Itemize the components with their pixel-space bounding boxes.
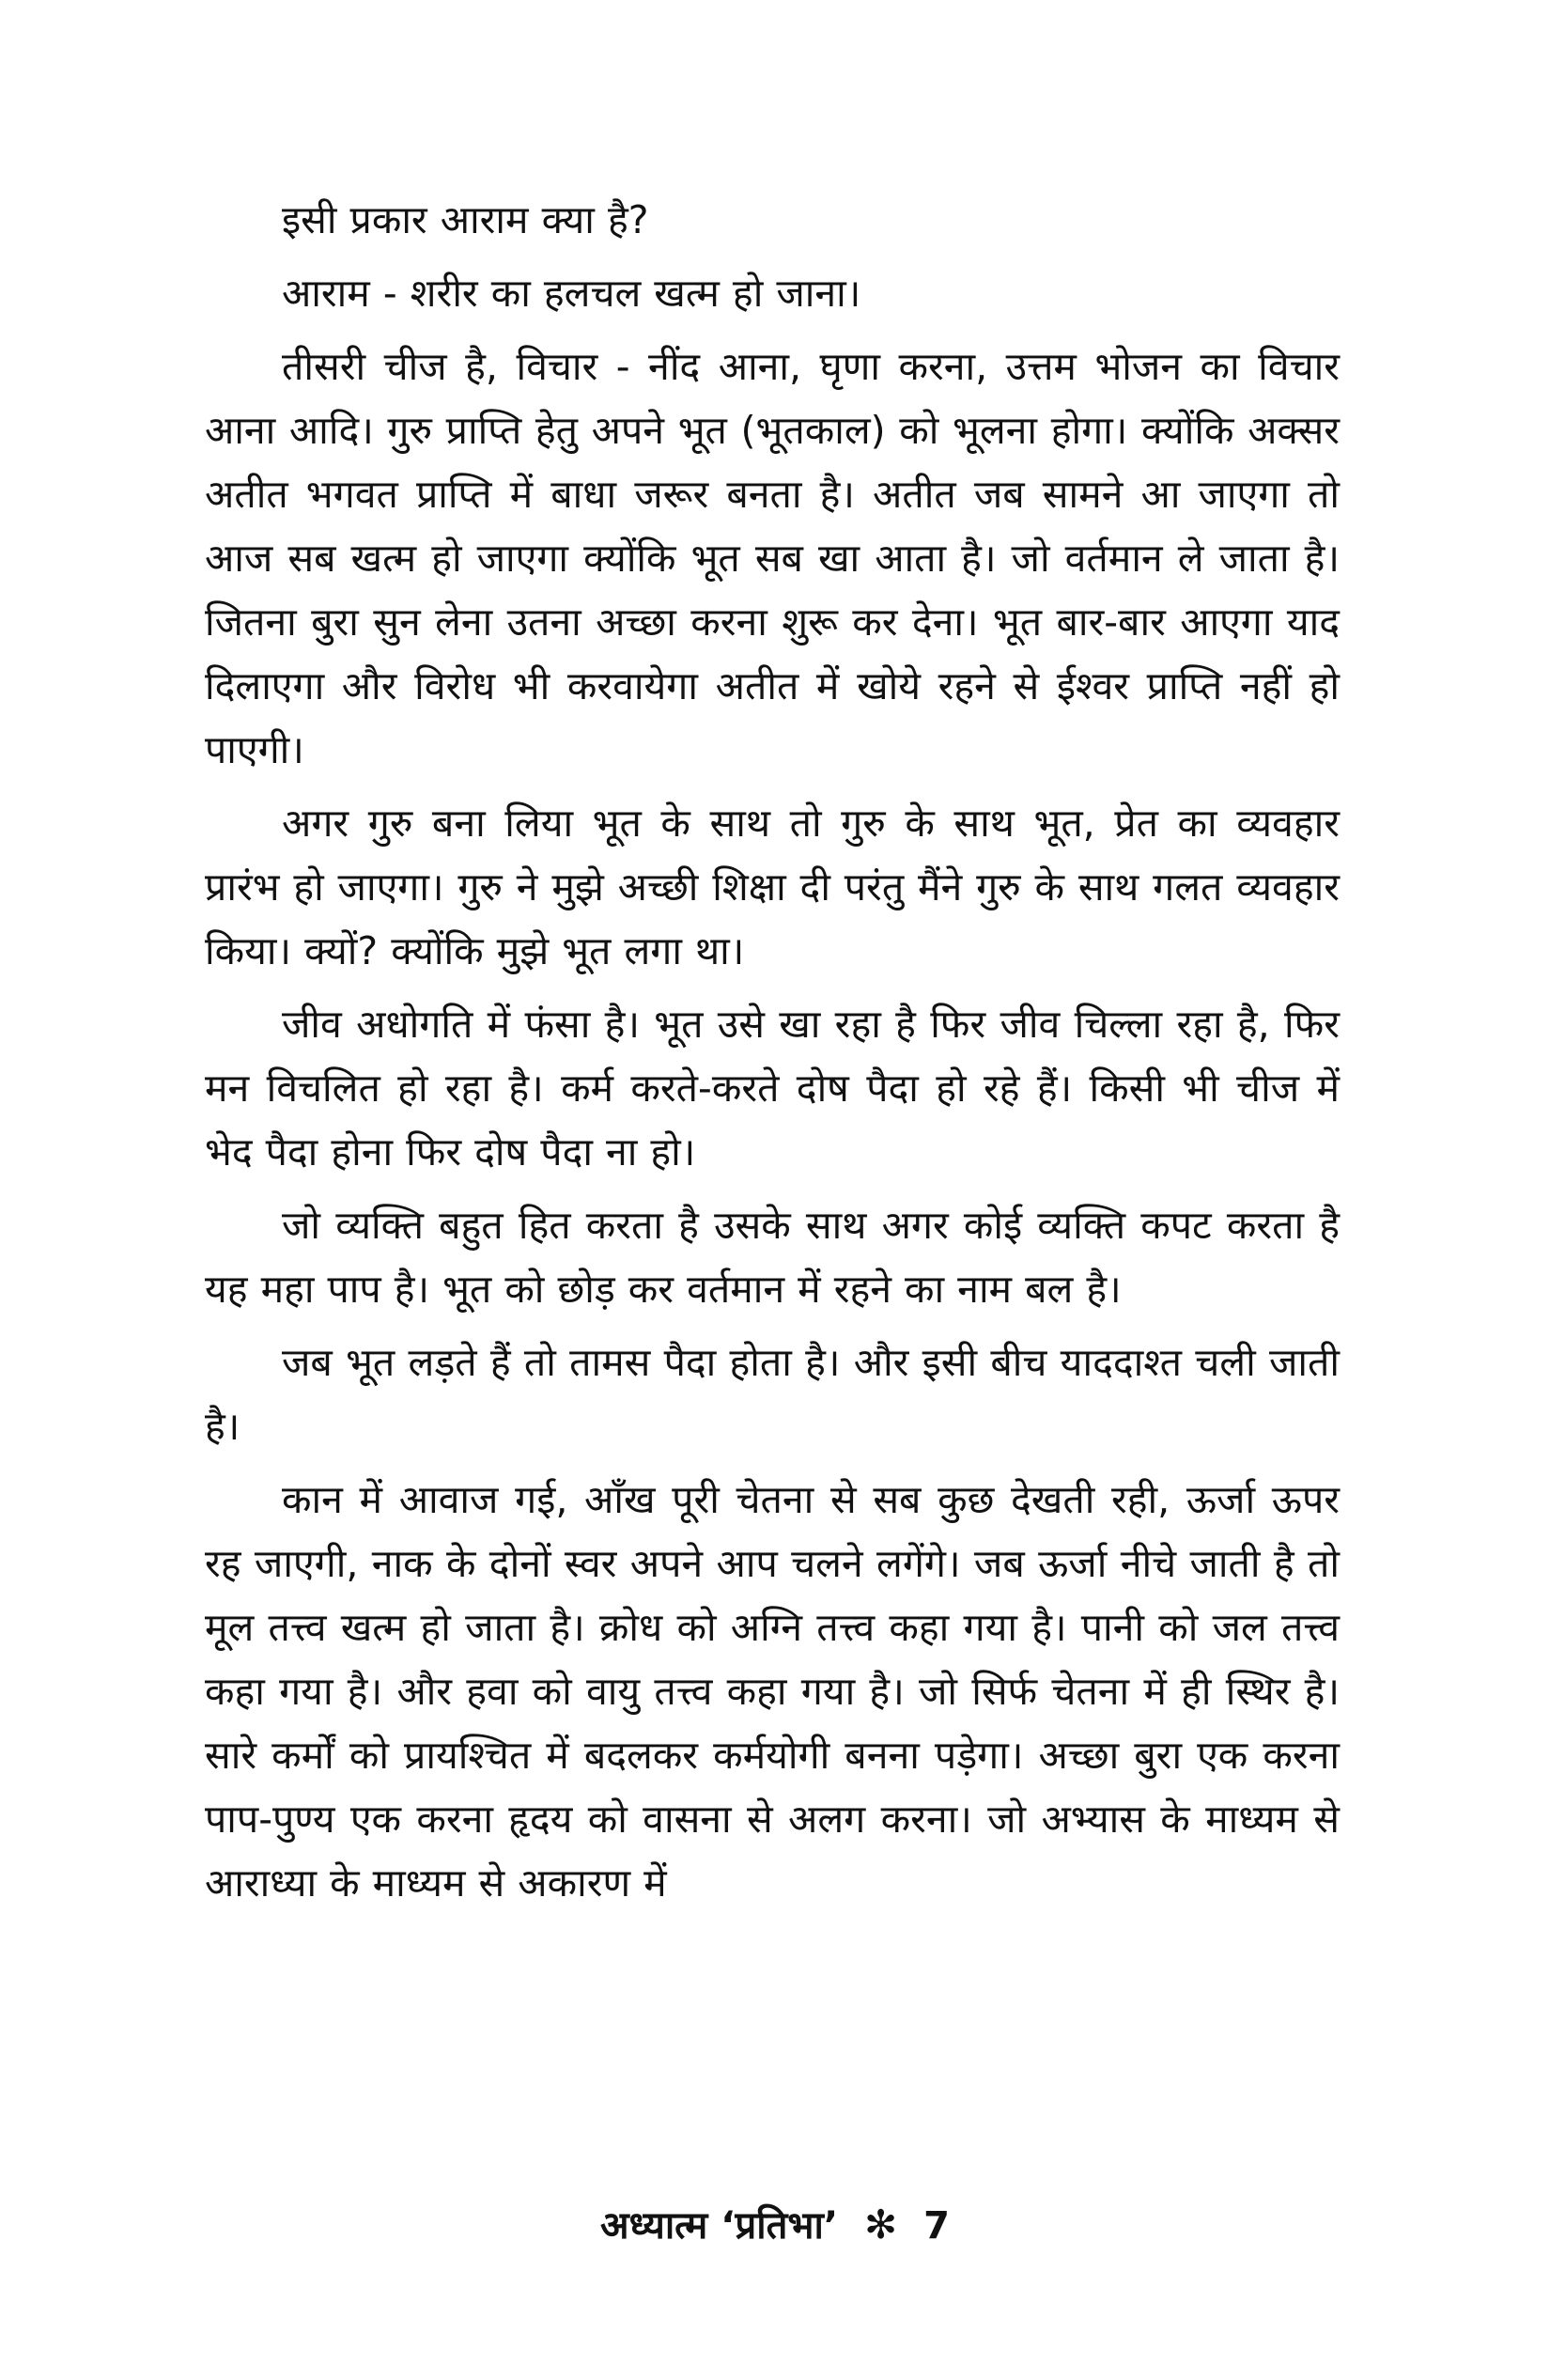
star-separator-icon: ✻ (864, 2201, 898, 2248)
paragraph: तीसरी चीज है, विचार - नींद आना, घृणा करना, उत्तम भोजन का विचार आना आदि। गुरु प्राप्ति हेतु अपने भूत (भूतकाल) को भूलना होगा। क्योंकि अक्सर अतीत भगवत प्राप्ति में बाधा जरूर बनता है। अतीत जब सामने आ जाएगा तो आज सब खत्म हो जाएगा क्योंकि भूत सब खा आता है। जो वर्तमान ले जाता है। जितना बुरा सुन लेना उतना अच्छा करना शुरू कर देना। भूत बार-बार आएगा याद दिलाएगा और विरोध भी करवायेगा अतीत में खोये रहने से ईश्वर प्राप्ति नहीं हो पाएगी। (205, 344, 1340, 772)
page-body (205, 188, 1340, 1924)
paragraph: जो व्यक्ति बहुत हित करता है उसके साथ अगर कोई व्यक्ति कपट करता है यह महा पाप है। भूत को छोड़ कर वर्तमान में रहने का नाम बल है। (205, 1203, 1340, 1312)
paragraph: जब भूत लड़ते हैं तो तामस पैदा होता है। और इसी बीच याददाश्त चली जाती है। (205, 1340, 1340, 1449)
paragraph: इसी प्रकार आराम क्या है? (282, 197, 649, 242)
paragraph: आराम - शरीर का हलचल खत्म हो जाना। (282, 271, 861, 316)
paragraph: कान में आवाज गई, आँख पूरी चेतना से सब कुछ देखती रही, ऊर्जा ऊपर रह जाएगी, नाक के दोनों स्वर अपने आप चलने लगेंगे। जब ऊर्जा नीचे जाती है तो मूल तत्त्व खत्म हो जाता है। क्रोध को अग्नि तत्त्व कहा गया है। पानी को जल तत्त्व कहा गया है। और हवा को वायु तत्त्व कहा गया है। जो सिर्फ चेतना में ही स्थिर है। सारे कर्मों को प्रायश्चित में बदलकर कर्मयोगी बनना पड़ेगा। अच्छा बुरा एक करना पाप-पुण्य एक करना हृदय को वासना से अलग करना। जो अभ्यास के माध्यम से आराध्या के माध्यम से अकारण में (205, 1477, 1340, 1906)
paragraph: अगर गुरु बना लिया भूत के साथ तो गुरु के साथ भूत, प्रेत का व्यवहार प्रारंभ हो जाएगा। गुरु ने मुझे अच्छी शिक्षा दी परंतु मैंने गुरु के साथ गलत व्यवहार किया। क्यों? क्योंकि मुझे भूत लगा था। (205, 801, 1340, 973)
paragraph: जीव अधोगति में फंसा है। भूत उसे खा रहा है फिर जीव चिल्ला रहा है, फिर मन विचलित हो रहा है। कर्म करते-करते दोष पैदा हो रहे हैं। किसी भी चीज में भेद पैदा होना फिर दोष पैदा ना हो। (205, 1002, 1340, 1174)
page-number: 7 (923, 2204, 950, 2248)
page-footer (0, 2197, 1550, 2254)
book-title: अध्यात्म ‘प्रतिभा’ (600, 2204, 839, 2248)
